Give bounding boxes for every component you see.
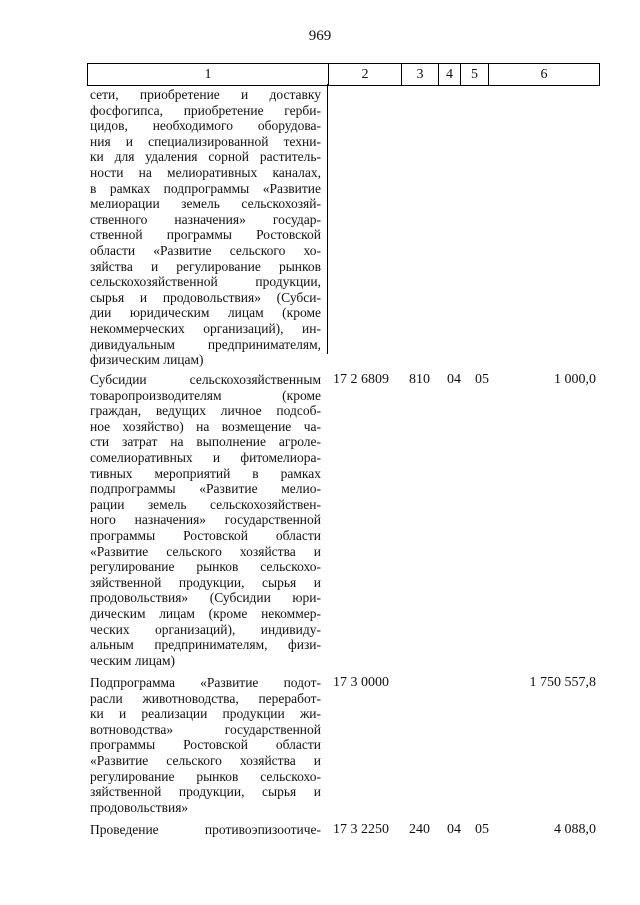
- header-col-5: 5: [460, 64, 488, 85]
- row-description: Проведение противоэпизоотиче-: [90, 822, 321, 837]
- row-rz: 04: [447, 822, 461, 837]
- row-description: сети, приобретение и доставку фосфогипса, приобретение герби- цидов, необходимого оборудова- ния и специализированной техни- ки для удаления сорной раститель- ности на мелиоративных каналах, в рамках подпрограммы «Развитие мелиорации земель сельскохозяй- ственного назначения» государ- ственной программы Ростовской области «Развитие сельского хо- зяйства и регулирование рынков сельскохозяйственной продукции, сырья и продовольствия» (Субси- дии юридическим лицам (кроме некоммерческих организаций), ин- дивидуальным предпринимателям, физическим лицам): [90, 87, 321, 368]
- row-amount: 1 000,0: [554, 372, 596, 387]
- header-col-2: 2: [328, 64, 401, 85]
- column-divider: [327, 84, 328, 354]
- row-code: 17 3 2250: [333, 822, 389, 837]
- header-col-3: 3: [401, 64, 438, 85]
- row-pr: 05: [475, 372, 489, 387]
- row-description: Подпрограмма «Развитие подот- расли животноводства, переработ- ки и реализации продукции жи- вотноводства» государственной программы Ростовской области «Развитие сельского хозяйства и регулирование рынков сельскохо- зяйственной продукции, сырья и продовольствия»: [90, 675, 321, 815]
- header-col-1: 1: [204, 67, 212, 82]
- row-vr: 810: [409, 372, 430, 387]
- table-header: [87, 63, 600, 86]
- row-amount: 1 750 557,8: [529, 675, 596, 690]
- row-description: Субсидии сельскохозяйственным товаропроизводителям (кроме граждан, ведущих личное подсоб- ное хозяйство) на возмещение ча- сти затрат на выполнение агроле- сомелиоративных и фитомелиора- тивных мероприятий в рамках подпрограммы «Развитие мелио- рации земель сельскохозяйствен- ного назначения» государственной программы Ростовской области «Развитие сельского хозяйства и регулирование рынков сельскохо- зяйственной продукции, сырья и продовольствия» (Субсидии юри- дическим лицам (кроме некоммер- ческих организаций), индивиду- альным предпринимателям, физи- ческим лицам): [90, 372, 321, 668]
- header-col-6: 6: [488, 64, 599, 85]
- header-col-4: 4: [438, 64, 460, 85]
- row-vr: 240: [409, 822, 430, 837]
- row-amount: 4 088,0: [554, 822, 596, 837]
- row-pr: 05: [475, 822, 489, 837]
- row-code: 17 3 0000: [333, 675, 389, 690]
- row-code: 17 2 6809: [333, 372, 389, 387]
- page-number: 969: [308, 28, 332, 44]
- row-rz: 04: [447, 372, 461, 387]
